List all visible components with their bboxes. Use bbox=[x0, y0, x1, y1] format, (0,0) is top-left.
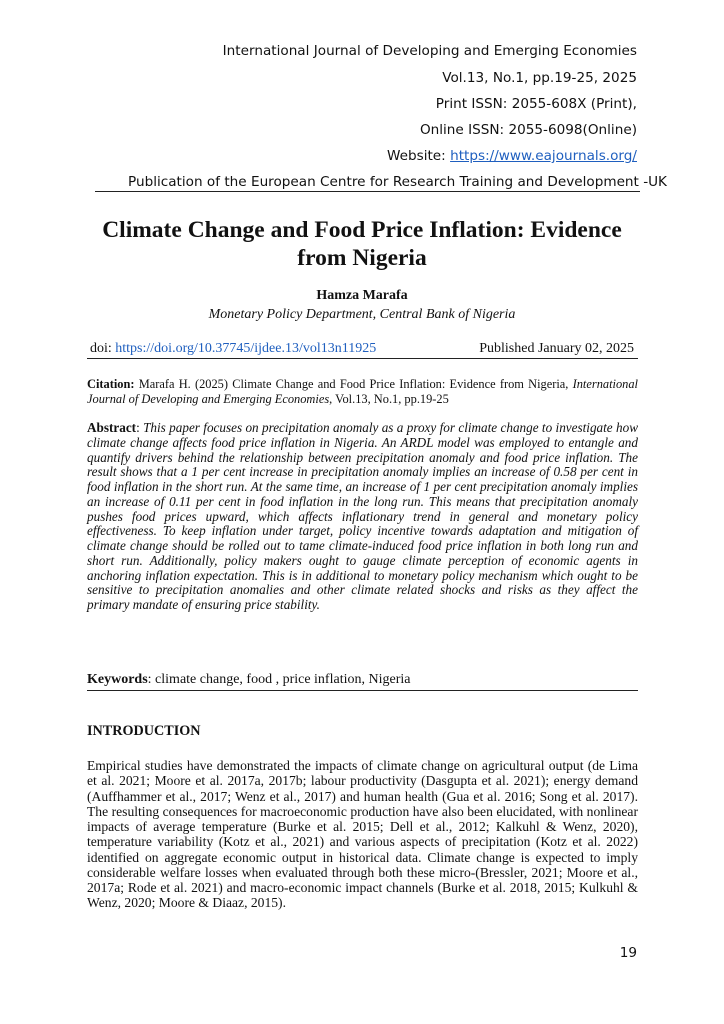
paper-title bbox=[84, 216, 640, 272]
keywords-divider bbox=[87, 690, 638, 691]
title-line-2: from Nigeria bbox=[297, 245, 427, 271]
section-heading-introduction: INTRODUCTION bbox=[87, 723, 201, 739]
doi-link[interactable]: https://doi.org/10.37745/ijdee.13/vol13n11925 bbox=[115, 341, 377, 356]
abstract-label: Abstract bbox=[87, 420, 137, 435]
online-issn: Online ISSN: 2055-6098(Online) bbox=[419, 122, 637, 138]
citation bbox=[87, 377, 638, 406]
page-number: 19 bbox=[619, 945, 637, 961]
citation-journal: International Journal of Developing and Emerging Economies bbox=[87, 377, 638, 406]
author-affiliation: Monetary Policy Department, Central Bank of Nigeria bbox=[208, 307, 516, 322]
print-issn: Print ISSN: 2055-608X (Print), bbox=[435, 96, 637, 112]
citation-label: Citation: bbox=[87, 377, 135, 391]
website-link[interactable]: https://www.eajournals.org/ bbox=[450, 148, 637, 164]
author-name: Hamza Marafa bbox=[316, 288, 408, 303]
keywords-label: Keywords bbox=[87, 672, 148, 687]
introduction-paragraph: Empirical studies have demonstrated the impacts of climate change on agricultural output (de Lima et al. 2021; Moore et al. 2017a, 2017b; labour productivity (Dasgupta et al. 2021); energy demand (Auffhammer et al., 2017; Wenz et al., 2017) and human health (Gua et al. 2016; Song et al. 2017). The resulting consequences for macroeconomic production have also been elucidated, with nonlinear impacts of average temperature (Burke et al. 2015; Dell et al., 2012; Kalkuhl & Wenz, 2020), temperature variability (Kotz et al., 2021) and various aspects of precipitation (Kotz et al. 2022) identified on aggregate economic output in historical data. Climate change is expected to imply considerable welfare losses when evaluated through both these micro-(Bressler, 2021; Moore et al., 2017a; Rode et al. 2021) and macro-economic impact channels (Burke et al. 2018, 2015; Kulkuhl & Wenz, 2020; Moore & Diaaz, 2015). bbox=[87, 758, 638, 911]
doi-label: doi: bbox=[90, 341, 116, 356]
abstract-text: This paper focuses on precipitation anomaly as a proxy for climate change to investigate how climate change affects food price inflation in Nigeria. An ARDL model was employed to entangle and quantify drivers behind the relationship between precipitation anomaly and food price inflation. The result shows that a 1 per cent increase in precipitation anomaly implies an increase of 0.58 per cent in food inflation in the short run. At the same time, an increase of 1 per cent precipitation anomaly implies an increase of 0.11 per cent in food inflation in the long run. This means that precipitation anomaly pushes food prices upward, which affects inflationary trend in general and monetary policy effectiveness. To keep inflation under target, policy incentive towards adaptation and mitigation of climate change should be rolled out to tame climate-induced food price inflation in both long run and short run. Additionally, policy makers ought to gauge climate perception of economic agents in anchoring inflation expectation. This is in additional to monetary policy mechanism which ought to be sensitive to precipitation anomalies and other climate related shocks and risks as they affect the primary mandate of ensuring price stability. bbox=[87, 420, 638, 612]
abstract bbox=[87, 421, 638, 613]
publisher-line: Publication of the European Centre for Research Training and Development -UK bbox=[128, 174, 667, 190]
doi-row bbox=[87, 341, 638, 359]
journal-name: International Journal of Developing and Emerging Economies bbox=[222, 43, 637, 59]
volume-info: Vol.13, No.1, pp.19-25, 2025 bbox=[442, 70, 637, 86]
published-date: Published January 02, 2025 bbox=[479, 341, 634, 356]
keywords bbox=[87, 672, 638, 688]
citation-text: Marafa H. (2025) Climate Change and Food Price Inflation: Evidence from Nigeria, bbox=[134, 377, 573, 391]
doi-divider bbox=[87, 358, 638, 359]
header-divider bbox=[95, 191, 640, 192]
citation-details: , Vol.13, No.1, pp.19-25 bbox=[329, 391, 449, 406]
doi bbox=[90, 341, 376, 357]
keywords-text: : climate change, food , price inflation, Nigeria bbox=[147, 672, 411, 687]
website-label: Website: bbox=[386, 148, 451, 164]
title-line-1: Climate Change and Food Price Inflation: Evidence bbox=[102, 217, 622, 243]
abstract-colon: : bbox=[136, 420, 144, 435]
website-line bbox=[387, 148, 637, 164]
